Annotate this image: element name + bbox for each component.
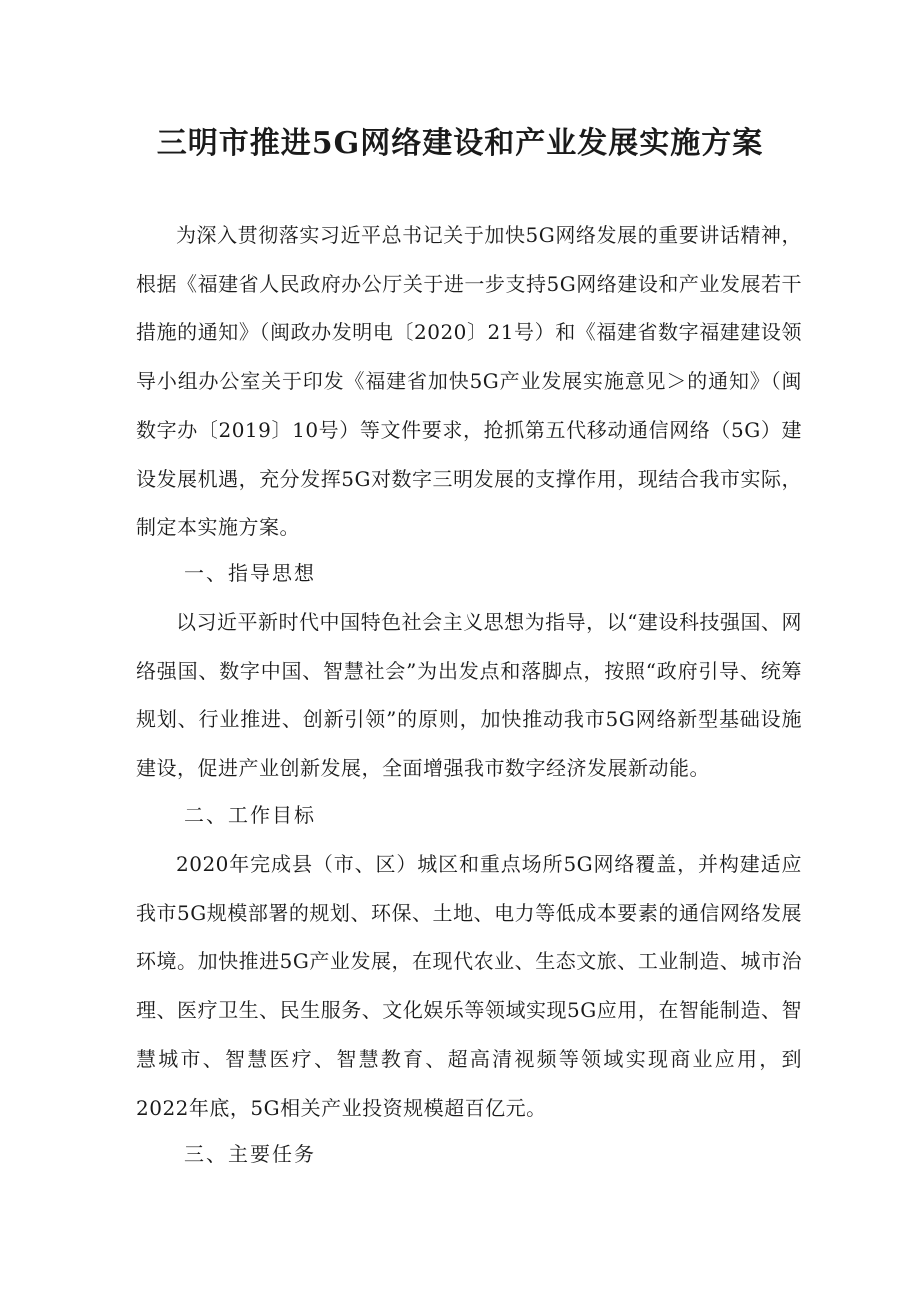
section-heading-work-goals: 二、工作目标 bbox=[184, 803, 316, 827]
section-heading-main-tasks: 三、主要任务 bbox=[184, 1142, 316, 1166]
section-heading-guiding-ideology: 一、指导思想 bbox=[184, 561, 316, 585]
document-title: 三明市推进5G网络建设和产业发展实施方案 bbox=[156, 126, 764, 161]
section-body-guiding-ideology: 以习近平新时代中国特色社会主义思想为指导，以“建设科技强国、网络强国、数字中国、智慧社会”为出发点和落脚点，按照“政府引导、统筹规划、行业推进、创新引领”的原则，加快推动我市5G网络新型基础设施建设，促进产业创新发展，全面增强我市数字经济发展新动能。 bbox=[136, 610, 802, 781]
section-body-work-goals: 2020年完成县（市、区）城区和重点场所5G网络覆盖，并构建适应我市5G规模部署的规划、环保、土地、电力等低成本要素的通信网络发展环境。加快推进5G产业发展，在现代农业、生态文旅、工业制造、城市治理、医疗卫生、民生服务、文化娱乐等领域实现5G应用，在智能制造、智慧城市、智慧医疗、智慧教育、超高清视频等领域实现商业应用，到2022年底，5G相关产业投资规模超百亿元。 bbox=[136, 852, 802, 1120]
intro-paragraph: 为深入贯彻落实习近平总书记关于加快5G网络发展的重要讲话精神，根据《福建省人民政府办公厅关于进一步支持5G网络建设和产业发展若干措施的通知》（闽政办发明电〔2020〕21号）和《福建省数字福建建设领导小组办公室关于印发《福建省加快5G产业发展实施意见＞的通知》（闽数字办〔2019〕10号）等文件要求，抢抓第五代移动通信网络（5G）建设发展机遇，充分发挥5G对数字三明发展的支撑作用，现结合我市实际，制定本实施方案。 bbox=[136, 223, 802, 540]
